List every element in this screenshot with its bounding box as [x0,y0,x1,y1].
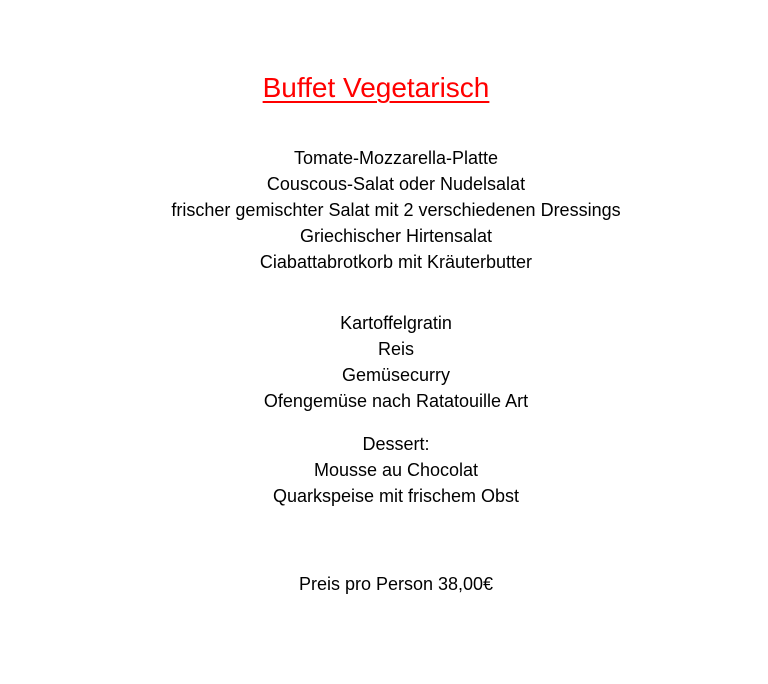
mains-section [0,310,768,414]
menu-item: Quarkspeise mit frischem Obst [272,486,520,506]
menu-title: Buffet Vegetarisch [262,72,490,103]
dessert-section [0,431,768,509]
menu-item: Griechischer Hirtensalat [299,226,493,246]
starters-section [0,145,768,275]
menu-item: frischer gemischter Salat mit 2 verschiedenen Dressings [171,200,621,220]
menu-item: Tomate-Mozzarella-Platte [293,148,499,168]
menu-item: Kartoffelgratin [340,313,452,333]
menu-item: Mousse au Chocolat [313,460,479,480]
menu-item: Ofengemüse nach Ratatouille Art [263,391,529,411]
price-line: Preis pro Person 38,00€ [298,574,494,594]
menu-item: Couscous-Salat oder Nudelsalat [266,174,526,194]
dessert-heading: Dessert: [362,434,430,454]
menu-item: Reis [377,339,414,359]
menu-item: Ciabattabrotkorb mit Kräuterbutter [259,252,533,272]
menu-item: Gemüsecurry [341,365,451,385]
